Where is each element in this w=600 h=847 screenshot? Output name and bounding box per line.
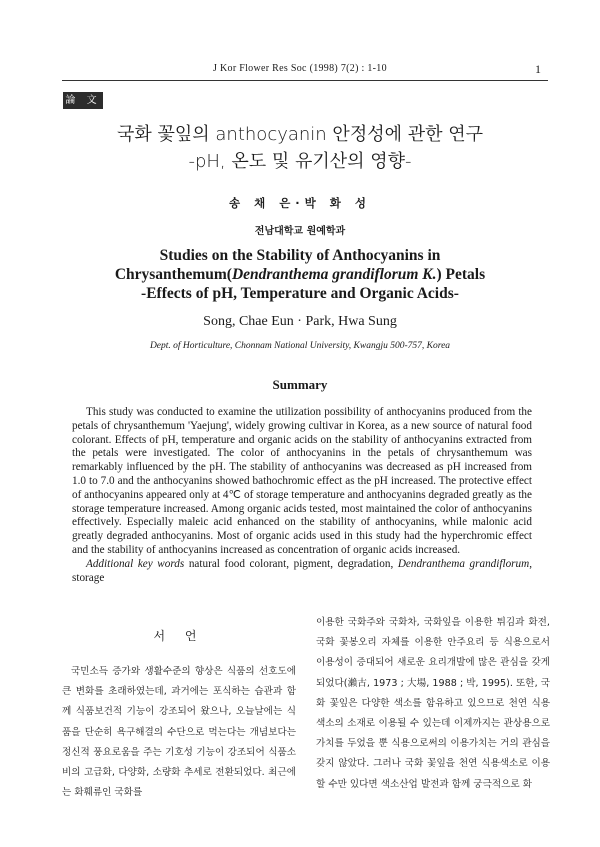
english-title (0, 246, 600, 303)
english-title-line2-suffix: ) Petals (436, 266, 486, 283)
korean-title-line2: -pH, 온도 및 유기산의 영향- (188, 151, 412, 172)
intro-right-text: 이용한 국화주와 국화차, 국화잎을 이용한 튀김과 화전, 국화 꽃봉오리 자체를 이용한 안주요리 등 식용으로서 이용성이 증대되어 새로운 요리개발에 많은 관심을 갖게 되었다(瀨古, 1973 ; 大場, 1988 ; 박, 1995). 또한, 국화 꽃잎은 다양한 색소를 함유하고 있으므로 천연 식용색소의 소재로 이용될 수 있는데 이제까지는 관상용으로 가치를 두었을 뿐 식용으로써의 이용가치는 거의 관심을 갖지 않았다. 그러나 국화 꽃잎을 천연 식용색소로 이용할 수만 있다면 색소산업 발전과 함께 궁극적으로 화 (316, 617, 550, 790)
summary-abstract (72, 406, 532, 585)
english-authors: Song, Chae Eun · Park, Hwa Sung (203, 314, 397, 329)
species-name: Dendranthema grandiflorum K. (231, 266, 437, 283)
keywords-italic: Dendranthema grandiflorum (397, 557, 530, 570)
korean-affiliation: 전남대학교 원예학과 (254, 226, 346, 237)
keywords-line (72, 558, 532, 586)
journal-header: J Kor Flower Res Soc (1998) 7(2) : 1-10 (213, 63, 387, 74)
intro-heading: 서 언 (153, 629, 205, 643)
korean-title-line1: 국화 꽃잎의 anthocyanin 안정성에 관한 연구 (117, 124, 483, 145)
korean-title (0, 121, 600, 175)
keywords-label: Additional key words (86, 557, 185, 570)
header-rule (62, 80, 548, 81)
summary-text: This study was conducted to examine the utilization possibility of anthocyanins produced from the petals of chrysanthemum 'Yaejung', widely growing cultivar in Korea, as a new source of natural food colorant. Effects of pH, temperature and organic acids on the stability of anthocyanins extracted from the petals were investigated. The color of anthocyanins in the petals of chrysanthemum was remarkably influenced by the pH. The stability of anthocyanins was decreased as pH increased from 1.0 to 7.0 and the anthocyanins showed bathochromic effect as the pH increased. The protective effect of anthocyanins appeared only at 4℃ of storage temperature and anthocyanins degraded greatly as the storage temperature increased. Among organic acids tested, most maintained the color of anthocyanins effectively. Especially maleic acid enhanced on the stability of anthocyanins, while malonic acid greatly degraded anthocyanins. Most of organic acids used in this study had the hyperchromic effect and the stability of anthocyanins increased as concentration of organic acids increased. (72, 406, 532, 556)
korean-authors: 송 채 은·박 화 성 (228, 196, 372, 210)
english-title-line1: Studies on the Stability of Anthocyanins in (159, 247, 441, 264)
english-title-line3: -Effects of pH, Temperature and Organic Acids- (141, 285, 459, 302)
keywords-plain: natural food colorant, pigment, degradation, (184, 557, 398, 570)
article-type-badge: 論 文 (63, 92, 103, 109)
intro-left-text: 국민소득 증가와 생활수준의 향상은 식품의 선호도에 큰 변화를 초래하였는데, 과거에는 포식하는 습관과 함께 식품보건적 기능이 강조되어 왔으나, 오늘날에는 식품을 단순히 욕구해결의 수단으로 먹는다는 개념보다는 정신적 풍요로움을 주는 기호성 기능이 강조되어 식품소비의 고급화, 다양화, 소량화 추세로 전환되었다. 최근에는 화훼류인 국화를 (62, 666, 296, 799)
english-title-line2 (0, 265, 600, 284)
english-title-line2-prefix: Chrysanthemum( (114, 266, 232, 283)
intro-right-column (316, 613, 550, 795)
intro-left-column (62, 627, 296, 803)
page-number: 1 (535, 62, 541, 76)
english-affiliation: Dept. of Horticulture, Chonnam National University, Kwangju 500-757, Korea (149, 341, 451, 351)
keywords-tail: , storage (72, 557, 532, 584)
summary-heading: Summary (272, 377, 328, 392)
